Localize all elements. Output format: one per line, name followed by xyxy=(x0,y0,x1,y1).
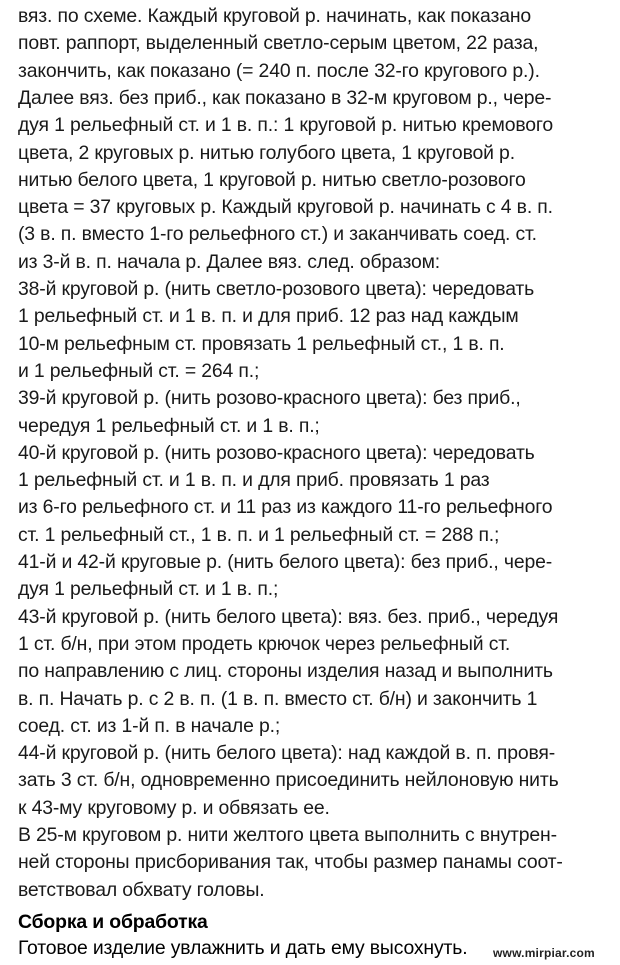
final-text-line: Готовое изделие увлажнить и дать ему высохнуть. xyxy=(18,937,468,959)
section-heading: Сборка и обработка xyxy=(18,911,208,933)
text-line: 1 рельефный ст. и 1 в. п. и для приб. 12 раз над каждым xyxy=(18,305,519,328)
text-line: и 1 рельефный ст. = 264 п.; xyxy=(18,359,260,382)
text-line: из 3-й в. п. начала р. Далее вяз. след. образом: xyxy=(18,250,441,273)
text-line: 10-м рельефным ст. провязать 1 рельефный ст., 1 в. п. xyxy=(18,332,505,355)
text-line: вяз. по схеме. Каждый круговой р. начинать, как показано xyxy=(18,5,532,27)
text-line: нитью белого цвета, 1 круговой р. нитью светло-розового xyxy=(18,168,526,191)
text-line: 44-й круговой р. (нить белого цвета): над каждой в. п. провя- xyxy=(18,742,556,765)
text-line: ст. 1 рельефный ст., 1 в. п. и 1 рельефный ст. = 288 п.; xyxy=(18,523,500,546)
text-line: 38-й круговой р. (нить светло-розового цвета): чередовать xyxy=(18,278,535,300)
text-line: закончить, как показано (= 240 п. после 32-го кругового р.). xyxy=(18,59,540,82)
text-line: к 43-му круговому р. и обвязать ее. xyxy=(18,796,330,819)
text-line: соед. ст. из 1-й п. в начале р.; xyxy=(18,714,281,737)
text-line: (3 в. п. вместо 1-го рельефного ст.) и заканчивать соед. ст. xyxy=(18,223,537,246)
text-line: ней стороны присборивания так, чтобы размер панамы соот- xyxy=(18,851,563,874)
text-line: дуя 1 рельефный ст. и 1 в. п.; xyxy=(18,578,279,601)
text-line: В 25-м круговом р. нити желтого цвета выполнить с внутрен- xyxy=(18,824,557,846)
text-line: повт. раппорт, выделенный светло-серым цветом, 22 раза, xyxy=(18,32,539,55)
text-line: цвета, 2 круговых р. нитью голубого цвета, 1 круговой р. xyxy=(18,141,515,164)
text-line: чередуя 1 рельефный ст. и 1 в. п.; xyxy=(18,414,320,437)
text-line: 43-й круговой р. (нить белого цвета): вяз. без. приб., чередуя xyxy=(18,605,559,628)
text-line: Далее вяз. без приб., как показано в 32-м круговом р., чере- xyxy=(18,86,552,109)
text-line: 1 ст. б/н, при этом продеть крючок через рельефный ст. xyxy=(18,632,511,655)
text-line: 1 рельефный ст. и 1 в. п. и для приб. провязать 1 раз xyxy=(18,469,490,492)
text-line: зать 3 ст. б/н, одновременно присоединить нейлоновую нить xyxy=(18,769,559,792)
text-line: ветствовал обхвату головы. xyxy=(18,878,265,901)
text-line: 40-й круговой р. (нить розово-красного цвета): чередовать xyxy=(18,441,535,464)
text-line: в. п. Начать р. с 2 в. п. (1 в. п. вместо ст. б/н) и закончить 1 xyxy=(18,687,538,710)
text-line: 39-й круговой р. (нить розово-красного цвета): без приб., xyxy=(18,387,521,410)
watermark: www.mirpiar.com xyxy=(493,946,595,960)
text-line: цвета = 37 круговых р. Каждый круговой р. начинать с 4 в. п. xyxy=(18,196,553,219)
text-line: 41-й и 42-й круговые р. (нить белого цвета): без приб., чере- xyxy=(18,551,553,573)
text-line: по направлению с лиц. стороны изделия назад и выполнить xyxy=(18,660,553,683)
text-line: из 6-го рельефного ст. и 11 раз из каждого 11-го рельефного xyxy=(18,496,553,519)
text-line: дуя 1 рельефный ст. и 1 в. п.: 1 круговой р. нитью кремового xyxy=(18,114,554,137)
